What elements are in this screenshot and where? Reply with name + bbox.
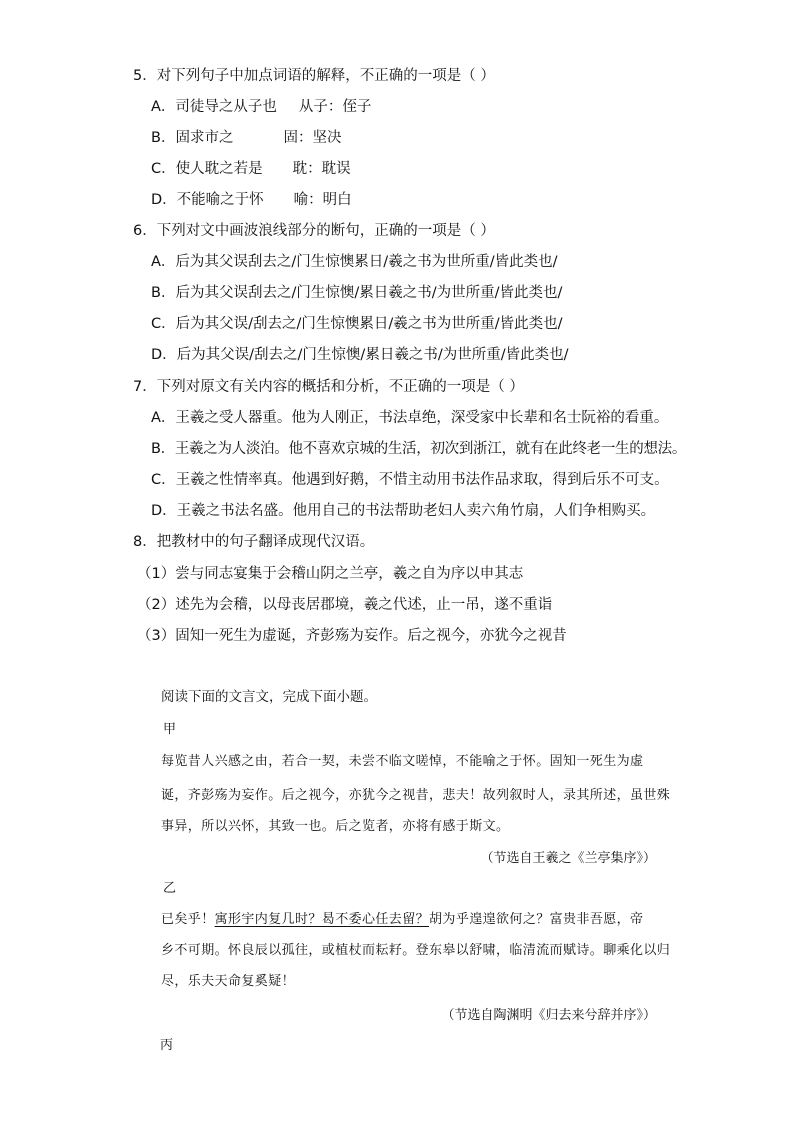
passage-jia-line-2: 诞，齐彭殇为妄作。后之视今，亦犹今之视昔，悲夫！故列叙时人，录其所述，虽世殊 [161, 788, 671, 803]
q6-option-d: D．后为其父误/刮去之/门生惊懊/累日羲之书/为世所重/皆此类也/ [151, 347, 569, 363]
q8-item-3: （3）固知一死生为虚诞，齐彭殇为妄作。后之视今，亦犹今之视昔 [137, 628, 567, 644]
q5-option-c [151, 159, 351, 179]
passage-yi-line-2: 乡不可期。怀良辰以孤往，或植杖而耘耔。登东皋以舒啸，临清流而赋诗。聊乘化以归 [161, 943, 671, 958]
q5-option-a-text: A．司徒导之从子也 [151, 99, 277, 115]
passage-yi-source: （节选自陶渊明《归去来兮辞并序》） [441, 1008, 656, 1023]
passage-jia-label: 甲 [163, 722, 177, 737]
question-6-stem: 6．下列对文中画波浪线部分的断句，正确的一项是（ ） [133, 223, 495, 239]
wavy-underlined-sentence: 寓形宇内复几时？曷不委心任去留？ [214, 912, 430, 927]
q5-option-a [151, 97, 371, 117]
passage-yi-label: 乙 [163, 881, 177, 896]
q5-option-d-text: D．不能喻之于怀 [151, 192, 264, 208]
q6-option-c: C．后为其父误/刮去之/门生惊懊累日/羲之书为世所重/皆此类也/ [151, 316, 563, 332]
passage-bing-label: 丙 [160, 1038, 174, 1053]
q5-option-b [151, 128, 341, 148]
q8-item-1: （1）尝与同志宴集于会稽山阴之兰亭，羲之自为序以申其志 [137, 566, 524, 582]
q5-option-d-gloss: 喻：明白 [293, 192, 352, 208]
q5-option-b-gloss: 固：坚决 [283, 130, 342, 146]
q6-option-a: A．后为其父误刮去之/门生惊懊累日/羲之书为世所重/皆此类也/ [151, 254, 558, 270]
question-7-stem: 7．下列对原文有关内容的概括和分析，不正确的一项是（ ） [133, 379, 524, 395]
q7-option-b: B．王羲之为人淡泊。他不喜欢京城的生活，初次到浙江，就有在此终老一生的想法。 [151, 441, 687, 457]
q8-item-2: （2）述先为会稽，以母丧居郡境，羲之代述，止一吊，遂不重诣 [137, 597, 553, 613]
question-8-stem: 8．把教材中的句子翻译成现代汉语。 [133, 534, 375, 550]
passage-jia-source: （节选自王羲之《兰亭集序》） [480, 851, 656, 866]
reading-instruction: 阅读下面的文言文，完成下面小题。 [161, 689, 377, 705]
q5-option-c-text: C．使人耽之若是 [151, 161, 263, 177]
passage-jia-line-1: 每览昔人兴感之由，若合一契，未尝不临文嗟悼，不能喻之于怀。固知一死生为虚 [161, 754, 644, 769]
q5-option-b-text: B．固求市之 [151, 130, 234, 146]
passage-yi-line-1 [161, 910, 643, 930]
q7-option-a: A．王羲之受人器重。他为人刚正，书法卓绝，深受家中长辈和名士阮裕的看重。 [151, 410, 669, 426]
q7-option-d: D．王羲之书法名盛。他用自己的书法帮助老妇人卖六角竹扇，人们争相购买。 [151, 503, 656, 519]
question-5-stem: 5．对下列句子中加点词语的解释，不正确的一项是（ ） [133, 68, 495, 84]
passage-yi-line-3: 尽，乐夫天命复奚疑！ [161, 974, 296, 989]
passage-jia-line-3: 事异，所以兴怀，其致一也。后之览者，亦将有感于斯文。 [161, 819, 510, 834]
q5-option-c-gloss: 耽：耽误 [292, 161, 351, 177]
passage-yi-line-1-start: 已矣乎！ [161, 912, 215, 927]
q6-option-b: B．后为其父误刮去之/门生惊懊/累日羲之书/为世所重/皆此类也/ [151, 285, 563, 301]
passage-yi-line-1-end: 胡为乎遑遑欲何之？富贵非吾愿，帝 [429, 912, 644, 927]
q7-option-c: C．王羲之性情率真。他遇到好鹅，不惜主动用书法作品求取，得到后乐不可支。 [151, 472, 669, 488]
q5-option-d [151, 190, 352, 210]
q5-option-a-gloss: 从子：侄子 [298, 99, 372, 115]
